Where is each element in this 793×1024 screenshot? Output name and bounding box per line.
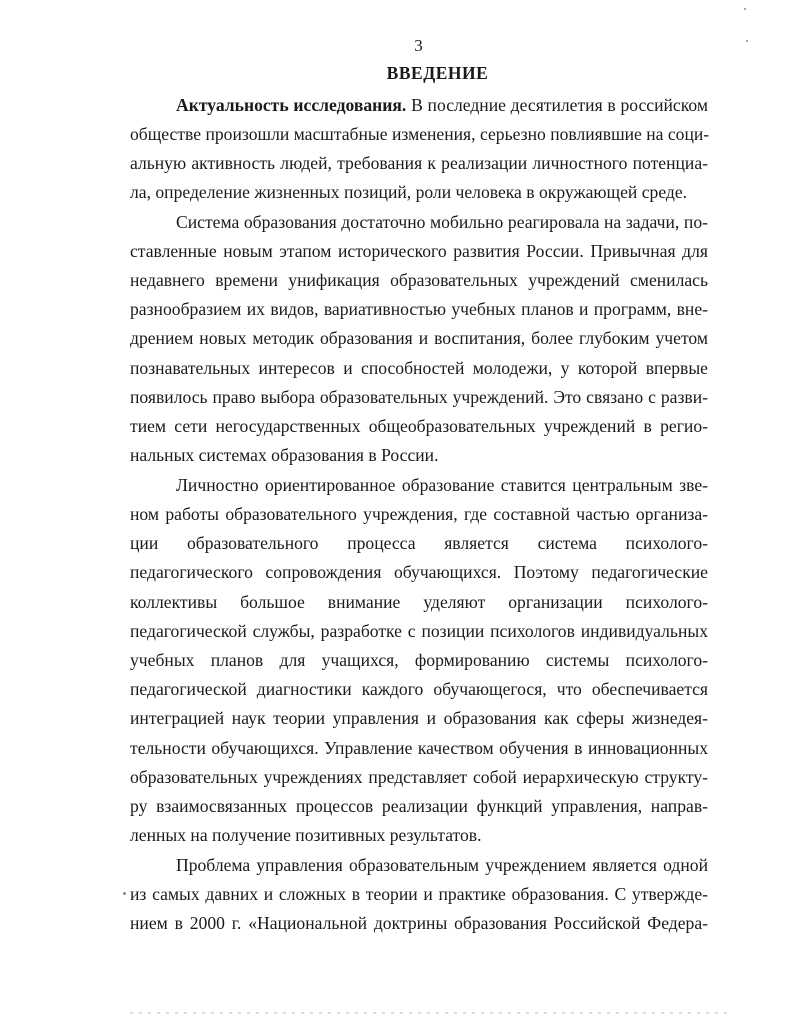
paragraph-1-line-1-text: В последние десятилетия в российском bbox=[406, 95, 708, 115]
page-number: 3 bbox=[414, 36, 423, 55]
paragraph-2-line-4: разнообразием их видов, вариативностью учебных планов и программ, вне- bbox=[130, 299, 708, 319]
scan-speck bbox=[123, 892, 126, 895]
paragraph-2-line-6: познавательных интересов и способностей молодежи, у которой впервые bbox=[130, 358, 708, 378]
scan-speck bbox=[746, 40, 748, 42]
paragraph-3-line-6: педагогической службы, разработке с позиции психологов индивидуальных bbox=[130, 621, 708, 641]
scan-noise-strip bbox=[130, 1012, 730, 1014]
paragraph-2-line-8: тием сети негосударственных общеобразовательных учреждений в регио- bbox=[130, 416, 708, 436]
paragraph-3-line-4: педагогического сопровождения обучающихся. Поэтому педагогические bbox=[130, 562, 708, 582]
paragraph-2-line-1: Система образования достаточно мобильно реагировала на задачи, по- bbox=[176, 212, 708, 232]
paragraph-4-line-1: Проблема управления образовательным учреждением является одной bbox=[176, 855, 708, 875]
paragraph-1-line-4: ла, определение жизненных позиций, роли человека в окружающей среде. bbox=[130, 182, 688, 202]
paragraph-3-line-13: ленных на получение позитивных результатов. bbox=[130, 825, 482, 845]
paragraph-3-line-3: ции образовательного процесса является система психолого- bbox=[130, 533, 708, 553]
paragraph-3-line-9: интеграцией наук теории управления и образования как сферы жизнедея- bbox=[130, 708, 708, 728]
paragraph-1-lead: Актуальность исследования. bbox=[176, 95, 407, 115]
page-title: ВВЕДЕНИЕ bbox=[386, 63, 489, 83]
paragraph-2-line-7: появилось право выбора образовательных учреждений. Это связано с разви- bbox=[130, 387, 708, 407]
paragraph-4-line-2: из самых давних и сложных в теории и практике образования. С утвержде- bbox=[130, 884, 708, 904]
paragraph-1-line-3: альную активность людей, требования к реализации личностного потенциа- bbox=[130, 153, 708, 173]
paragraph-3-line-10: тельности обучающихся. Управление качеством обучения в инновационных bbox=[130, 738, 708, 758]
paragraph-1-line-1 bbox=[176, 94, 708, 116]
paragraph-3-line-11: образовательных учреждениях представляет собой иерархическую структу- bbox=[130, 767, 708, 787]
scan-speck bbox=[744, 8, 746, 10]
paragraph-3-line-2: ном работы образовательного учреждения, где составной частью организа- bbox=[130, 504, 708, 524]
paragraph-3-line-5: коллективы большое внимание уделяют организации психолого- bbox=[130, 592, 708, 612]
paragraph-1-line-2: обществе произошли масштабные изменения, серьезно повлиявшие на соци- bbox=[130, 124, 710, 144]
paragraph-2-line-3: недавнего времени унификация образовательных учреждений сменилась bbox=[130, 270, 708, 290]
paragraph-2-line-5: дрением новых методик образования и воспитания, более глубоким учетом bbox=[130, 328, 708, 348]
paragraph-3-line-8: педагогической диагностики каждого обучающегося, что обеспечивается bbox=[130, 679, 708, 699]
paragraph-3-line-12: ру взаимосвязанных процессов реализации функций управления, направ- bbox=[130, 796, 708, 816]
paragraph-3-line-1: Личностно ориентированное образование ставится центральным зве- bbox=[176, 475, 708, 495]
paragraph-4-line-3: нием в 2000 г. «Национальной доктрины образования Российской Федера- bbox=[130, 913, 708, 933]
paragraph-2-line-9: нальных системах образования в России. bbox=[130, 445, 439, 465]
paragraph-3-line-7: учебных планов для учащихся, формированию системы психолого- bbox=[130, 650, 708, 670]
paragraph-2-line-2: ставленные новым этапом исторического развития России. Привычная для bbox=[130, 241, 708, 261]
